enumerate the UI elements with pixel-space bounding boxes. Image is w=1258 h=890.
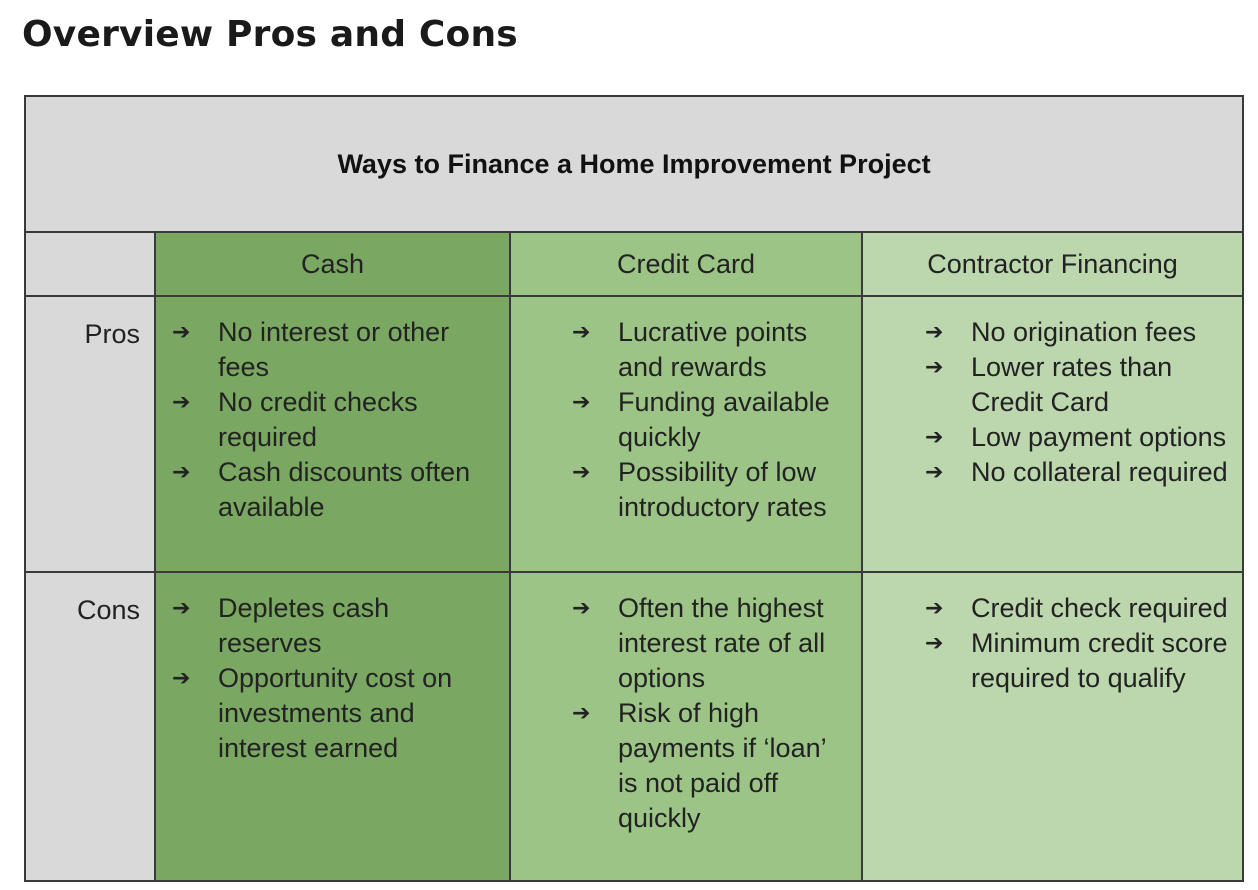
- list-item-text: Minimum credit score required to qualify: [971, 628, 1228, 693]
- arrow-right-icon: ➔: [925, 460, 944, 485]
- list-item: [925, 626, 1232, 696]
- page-title: Overview Pros and Cons: [22, 14, 518, 55]
- table-title: Ways to Finance a Home Improvement Project: [25, 96, 1243, 232]
- list-item: [172, 315, 499, 385]
- cell-pros-credit-card: [510, 296, 862, 572]
- cell-cons-credit-card: [510, 572, 862, 881]
- list-item: [172, 591, 499, 661]
- list-item-text: Depletes cash reserves: [218, 593, 390, 658]
- list-item-text: Credit check required: [971, 593, 1228, 623]
- cell-pros-contractor-financing: [862, 296, 1243, 572]
- arrow-right-icon: ➔: [925, 425, 944, 450]
- list-item: [925, 350, 1232, 420]
- finance-comparison-table: [24, 95, 1244, 882]
- arrow-right-icon: ➔: [572, 701, 591, 726]
- list-item: [572, 455, 851, 525]
- arrow-right-icon: ➔: [925, 631, 944, 656]
- table-row-pros: [25, 296, 1243, 572]
- list-item: [925, 591, 1232, 626]
- arrow-right-icon: ➔: [172, 390, 191, 415]
- arrow-right-icon: ➔: [925, 596, 944, 621]
- row-label-pros: Pros: [25, 296, 155, 572]
- list-item: [172, 661, 499, 766]
- list-item-text: No origination fees: [971, 317, 1197, 347]
- arrow-right-icon: ➔: [172, 320, 191, 345]
- arrow-right-icon: ➔: [572, 320, 591, 345]
- list-item: [172, 385, 499, 455]
- arrow-right-icon: ➔: [572, 460, 591, 485]
- row-label-cons: Cons: [25, 572, 155, 881]
- arrow-right-icon: ➔: [172, 666, 191, 691]
- column-header-contractor-financing: Contractor Financing: [862, 232, 1243, 296]
- column-header-row: [25, 232, 1243, 296]
- column-header-cash: Cash: [155, 232, 510, 296]
- arrow-right-icon: ➔: [925, 355, 944, 380]
- arrow-right-icon: ➔: [925, 320, 944, 345]
- list-item: [572, 385, 851, 455]
- list-item-text: No interest or other fees: [218, 317, 450, 382]
- list-item-text: Low payment options: [971, 422, 1227, 452]
- list-item-text: Possibility of low introductory rates: [618, 457, 827, 522]
- table-title-row: [25, 96, 1243, 232]
- arrow-right-icon: ➔: [172, 596, 191, 621]
- arrow-right-icon: ➔: [572, 390, 591, 415]
- list-item: [925, 315, 1232, 350]
- list-item: [172, 455, 499, 525]
- list-item-text: Often the highest interest rate of all options: [618, 593, 826, 693]
- list-item-text: Risk of high payments if ‘loan’ is not paid off quickly: [618, 698, 826, 833]
- list-item: [925, 455, 1232, 490]
- table-row-cons: [25, 572, 1243, 881]
- list-item: [925, 420, 1232, 455]
- arrow-right-icon: ➔: [172, 460, 191, 485]
- cell-cons-cash: [155, 572, 510, 881]
- list-item-text: Lower rates than Credit Card: [971, 352, 1173, 417]
- list-item-text: Opportunity cost on investments and interest earned: [218, 663, 453, 763]
- list-item-text: Funding available quickly: [618, 387, 830, 452]
- list-item-text: Lucrative points and rewards: [618, 317, 808, 382]
- list-item-text: No collateral required: [971, 457, 1228, 487]
- list-item-text: Cash discounts often available: [218, 457, 471, 522]
- cell-pros-cash: [155, 296, 510, 572]
- list-item-text: No credit checks required: [218, 387, 418, 452]
- column-header-credit-card: Credit Card: [510, 232, 862, 296]
- corner-cell: [25, 232, 155, 296]
- list-item: [572, 591, 851, 696]
- list-item: [572, 315, 851, 385]
- list-item: [572, 696, 851, 836]
- cell-cons-contractor-financing: [862, 572, 1243, 881]
- arrow-right-icon: ➔: [572, 596, 591, 621]
